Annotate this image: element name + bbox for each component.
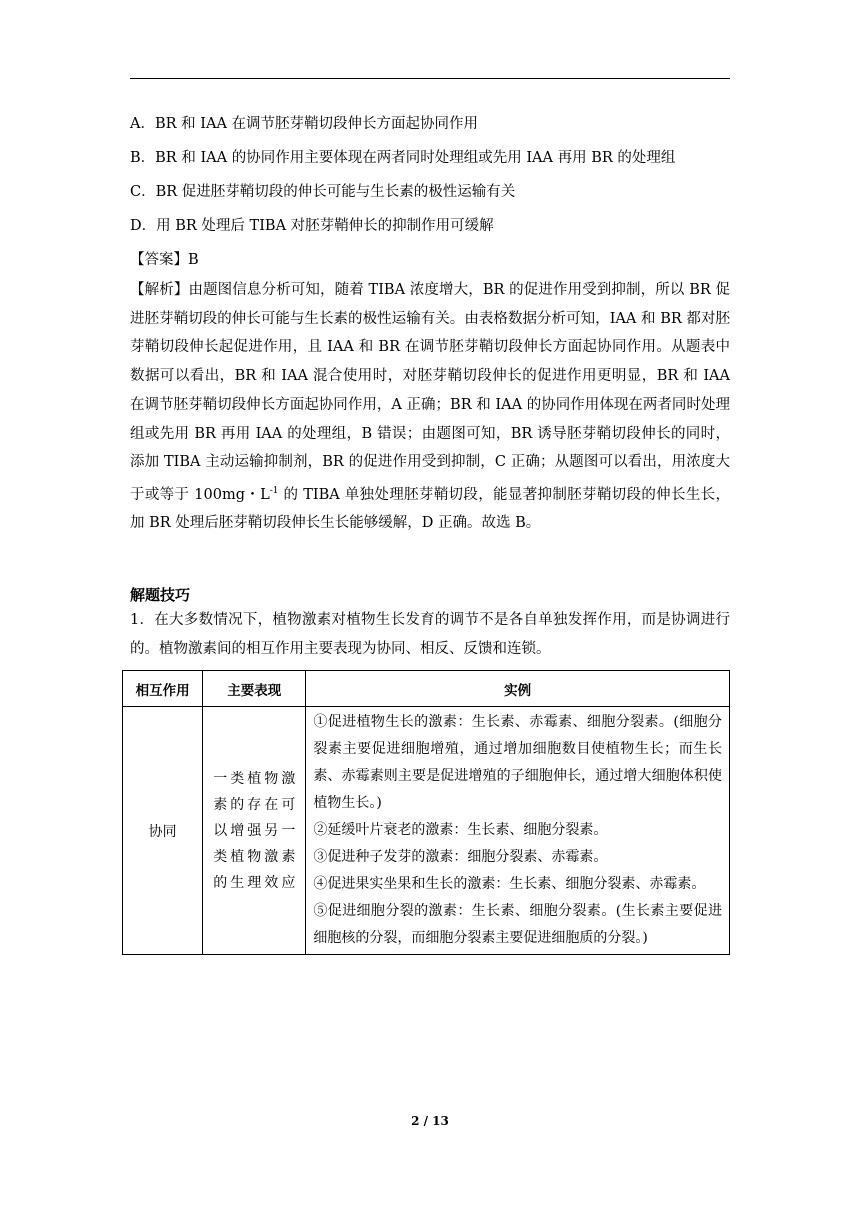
table-row (123, 707, 730, 955)
option-d: D．用 BR 处理后 TIBA 对胚芽鞘伸长的抑制作用可缓解 (130, 218, 494, 234)
analysis-text-2: 的 TIBA 单独处理胚芽鞘切段，能显著抑制胚芽鞘切段的伸长生长，加 BR 处理后胚芽鞘切段伸长生长能够缓解，D 正确。故选 B。 (130, 486, 730, 532)
performance-text: 一类植物激素的存在可以增强另一类植物激素的生理效应 (213, 770, 296, 891)
example-item: ③促进种子发芽的激素：细胞分裂素、赤霉素。 (313, 849, 608, 865)
example-item: ②延缓叶片衰老的激素：生长素、细胞分裂素。 (313, 822, 608, 838)
analysis-superscript: -1 (269, 485, 279, 496)
page-number: 2 / 13 (411, 1114, 449, 1128)
cell-interaction: 协同 (123, 707, 203, 955)
tips-heading: 解题技巧 (130, 586, 191, 604)
cell-performance (203, 707, 306, 955)
option-c: C．BR 促进胚芽鞘切段的伸长可能与生长素的极性运输有关 (130, 184, 516, 200)
option-a: A．BR 和 IAA 在调节胚芽鞘切段伸长方面起协同作用 (130, 116, 479, 132)
tips-intro: 1．在大多数情况下，植物激素对植物生长发育的调节不是各自单独发挥作用，而是协调进行的。植物激素间的相互作用主要表现为协同、相反、反馈和连锁。 (130, 612, 730, 657)
header-examples: 实例 (306, 671, 730, 707)
header-performance: 主要表现 (203, 671, 306, 707)
analysis-text-1: 【解析】由题图信息分析可知，随着 TIBA 浓度增大，BR 的促进作用受到抑制，所以 BR 促进胚芽鞘切段的伸长可能与生长素的极性运输有关。由表格数据分析可知，IAA 和 BR 都对胚芽鞘切段伸长起促进作用，且 IAA 和 BR 在调节胚芽鞘切段伸长方面起协同作用。从题表中数据可以看出，BR 和 IAA 混合使用时，对胚芽鞘切段伸长的促进作用更明显，BR 和 IAA 在调节胚芽鞘切段伸长方面起协同作用，A 正确；BR 和 IAA 的协同作用体现在两者同时处理组或先用 BR 再用 IAA 的处理组，B 错误；由题图可知，BR 诱导胚芽鞘切段伸长的同时，添加 TIBA 主动运输抑制剂，BR 的促进作用受到抑制，C 正确；从题图可以看出，用浓度大于或等于 100mg・L (130, 282, 730, 503)
header-interaction: 相互作用 (123, 671, 203, 707)
example-item: ④促进果实坐果和生长的激素：生长素、细胞分裂素、赤霉素。 (313, 876, 706, 892)
example-item: ①促进植物生长的激素：生长素、赤霉素、细胞分裂素。(细胞分裂素主要促进细胞增殖，通过增加细胞数目使植物生长；而生长素、赤霉素则主要是促进增殖的子细胞伸长，通过增大细胞体积使植物生长。) (313, 714, 722, 811)
example-item: ⑤促进细胞分裂的激素：生长素、细胞分裂素。(生长素主要促进细胞核的分裂，而细胞分裂素主要促进细胞质的分裂。) (313, 903, 722, 946)
answer: 【答案】B (130, 252, 199, 268)
cell-examples (306, 707, 730, 955)
analysis-paragraph (130, 276, 730, 538)
table-header-row (123, 671, 730, 707)
header-rule (130, 78, 730, 79)
hormone-interaction-table (122, 670, 730, 955)
option-b: B．BR 和 IAA 的协同作用主要体现在两者同时处理组或先用 IAA 再用 BR 的处理组 (130, 150, 676, 166)
